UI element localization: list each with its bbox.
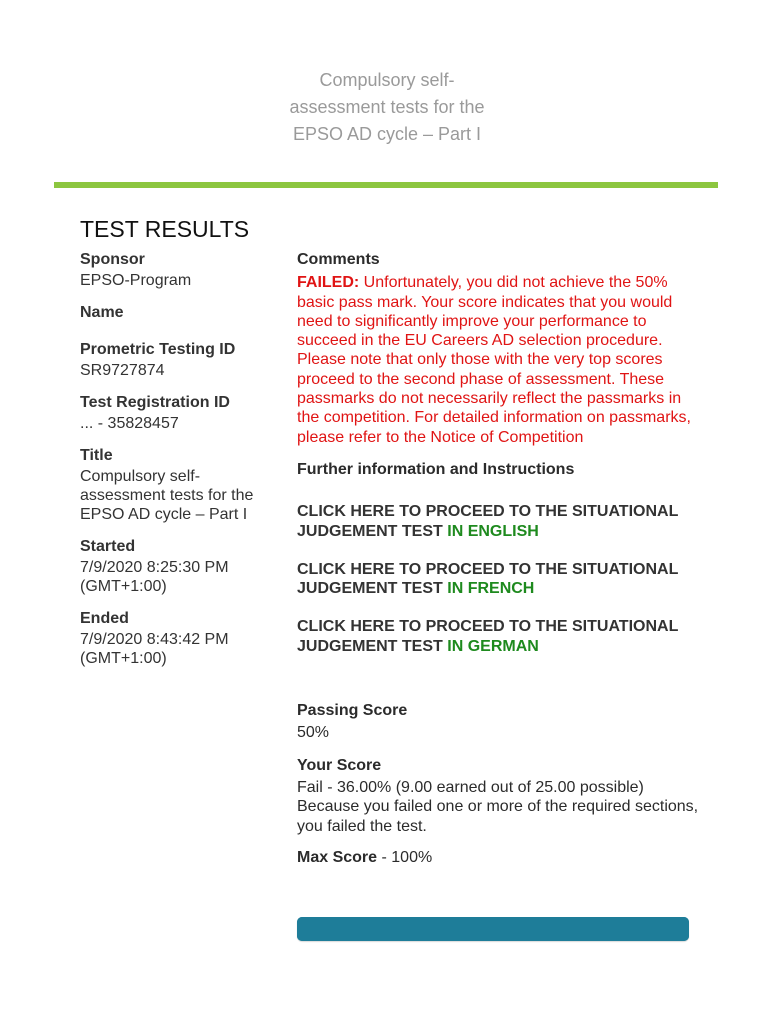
- your-score-value: Fail - 36.00% (9.00 earned out of 25.00 possible): [297, 778, 644, 796]
- max-score-value: - 100%: [377, 848, 433, 866]
- passing-score-label: Passing Score: [297, 702, 408, 720]
- test-details: [80, 250, 270, 668]
- section-title: TEST RESULTS: [80, 216, 250, 242]
- sjt-link-text[interactable]: CLICK HERE TO PROCEED TO THE SITUATIONAL JUDGEMENT TEST: [297, 618, 679, 655]
- failed-badge: FAILED:: [297, 274, 360, 292]
- further-info-label: Further information and Instructions: [297, 460, 575, 478]
- sjt-link-text[interactable]: CLICK HERE TO PROCEED TO THE SITUATIONAL JUDGEMENT TEST: [297, 503, 679, 540]
- started-value: 7/9/2020 8:25:30 PM (GMT+1:00): [80, 559, 229, 595]
- registration-id-value: ... - 35828457: [80, 415, 179, 432]
- max-score-label: Max Score: [297, 848, 378, 866]
- name-value: [80, 324, 270, 340]
- passing-score-value: 50%: [297, 724, 330, 742]
- sjt-link-german[interactable]: [297, 617, 707, 656]
- comments-text: [297, 273, 707, 447]
- sponsor-value: EPSO-Program: [80, 272, 192, 289]
- results-panel: [297, 250, 707, 867]
- ended-label: Ended: [80, 610, 129, 627]
- sjt-link-lang[interactable]: IN ENGLISH: [447, 522, 539, 540]
- name-label: Name: [80, 304, 124, 321]
- sjt-link-french[interactable]: [297, 560, 707, 599]
- sponsor-label: Sponsor: [80, 251, 145, 268]
- sjt-link-english[interactable]: [297, 502, 707, 541]
- your-score-note: Because you failed one or more of the required sections, you failed the test.: [297, 798, 699, 835]
- title-value: Compulsory self-assessment tests for the EPSO AD cycle – Part I: [80, 468, 254, 523]
- score-progress-bar: [297, 917, 689, 941]
- comments-label: Comments: [297, 251, 380, 268]
- header-title: Compulsory self-assessment tests for the EPSO AD cycle – Part I: [289, 70, 485, 144]
- sjt-link-lang[interactable]: IN GERMAN: [447, 637, 539, 655]
- max-score: [297, 848, 707, 867]
- prometric-id-value: SR9727874: [80, 362, 165, 379]
- comments-body: Unfortunately, you did not achieve the 50% basic pass mark. Your score indicates that you would need to significantly improve your performance to succeed in the EU Careers AD selection procedure. Please note that only those with the very top scores proceed to the second phase of assessment. These passmarks do not necessarily reflect the passmarks in the competition. For detailed information on passmarks, please refer to the Notice of Competition: [297, 274, 691, 446]
- title-label: Title: [80, 447, 113, 464]
- header-divider: [54, 182, 718, 188]
- ended-value: 7/9/2020 8:43:42 PM (GMT+1:00): [80, 631, 229, 667]
- score-progress-fill: [297, 917, 689, 941]
- registration-id-label: Test Registration ID: [80, 394, 230, 411]
- sjt-link-text[interactable]: CLICK HERE TO PROCEED TO THE SITUATIONAL JUDGEMENT TEST: [297, 560, 679, 598]
- sjt-link-lang[interactable]: IN FRENCH: [447, 580, 535, 598]
- your-score-label: Your Score: [297, 756, 382, 774]
- prometric-id-label: Prometric Testing ID: [80, 341, 236, 358]
- started-label: Started: [80, 538, 136, 555]
